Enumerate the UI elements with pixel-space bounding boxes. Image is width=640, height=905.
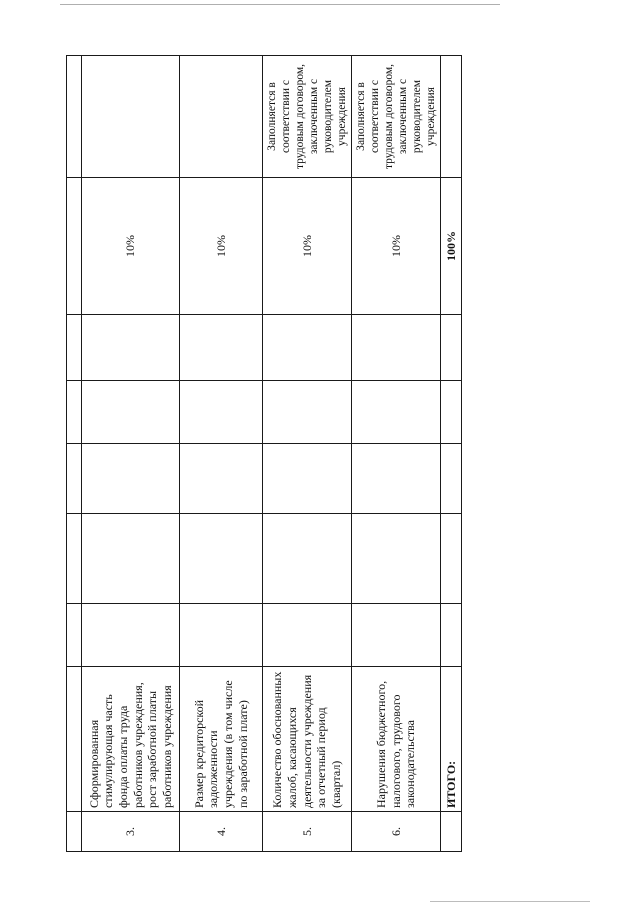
empty-cell xyxy=(263,604,352,667)
empty-cell xyxy=(352,444,441,514)
table-row xyxy=(263,56,352,852)
note-cell: Заполняется в соответствии с трудовым договором, заключенным с руководителем учреждения xyxy=(263,56,352,178)
criterion-cell: Количество обоснованных жалоб, касающихся деятельности учреждения за отчетный период (квартал) xyxy=(263,667,352,812)
note-cell: Заполняется в соответствии с трудовым договором, заключенным с руководителем учреждения xyxy=(352,56,441,178)
empty-cell xyxy=(441,444,462,514)
empty-cell xyxy=(82,444,180,514)
empty-cell xyxy=(352,604,441,667)
empty-cell xyxy=(82,315,180,381)
total-label: ИТОГО: xyxy=(441,667,462,812)
empty-cell xyxy=(263,315,352,381)
rotated-table-container xyxy=(66,56,458,852)
empty-cell xyxy=(441,315,462,381)
table-row xyxy=(352,56,441,852)
criterion-cell: Сформированная стимулирующая часть фонда оплаты труда работников учреждения, рост заработной платы работников учреждения xyxy=(82,667,180,812)
criteria-table xyxy=(66,55,462,852)
weight-cell: 10% xyxy=(352,178,441,315)
table-row xyxy=(82,56,180,852)
empty-cell xyxy=(352,381,441,444)
weight-cell: 10% xyxy=(263,178,352,315)
row-number: 5. xyxy=(263,812,352,852)
weight-cell: 10% xyxy=(180,178,263,315)
weight-cell: 10% xyxy=(82,178,180,315)
header-cell xyxy=(67,667,82,812)
empty-cell xyxy=(352,514,441,604)
scan-edge-line xyxy=(430,901,590,902)
empty-cell xyxy=(180,315,263,381)
empty-cell xyxy=(441,56,462,178)
header-cell xyxy=(67,812,82,852)
empty-cell xyxy=(263,514,352,604)
empty-cell xyxy=(180,514,263,604)
header-cell xyxy=(67,444,82,514)
total-weight: 100% xyxy=(441,178,462,315)
empty-cell xyxy=(82,604,180,667)
table-row xyxy=(180,56,263,852)
note-cell xyxy=(180,56,263,178)
header-cell xyxy=(67,514,82,604)
header-cell xyxy=(67,56,82,178)
empty-cell xyxy=(441,381,462,444)
empty-cell xyxy=(441,812,462,852)
empty-cell xyxy=(180,444,263,514)
header-cell xyxy=(67,381,82,444)
scan-edge-line xyxy=(60,4,500,5)
criterion-cell: Размер кредиторской задолженности учреждения (в том числе по заработной плате) xyxy=(180,667,263,812)
empty-cell xyxy=(441,514,462,604)
header-cell xyxy=(67,178,82,315)
row-number: 4. xyxy=(180,812,263,852)
empty-cell xyxy=(352,315,441,381)
empty-cell xyxy=(82,381,180,444)
table-header-row xyxy=(67,56,82,852)
empty-cell xyxy=(263,444,352,514)
header-cell xyxy=(67,604,82,667)
total-row xyxy=(441,56,462,852)
criterion-cell: Нарушения бюджетного, налогового, трудового законодательства xyxy=(352,667,441,812)
header-cell xyxy=(67,315,82,381)
row-number: 6. xyxy=(352,812,441,852)
row-number: 3. xyxy=(82,812,180,852)
empty-cell xyxy=(441,604,462,667)
note-cell xyxy=(82,56,180,178)
empty-cell xyxy=(263,381,352,444)
empty-cell xyxy=(82,514,180,604)
empty-cell xyxy=(180,381,263,444)
empty-cell xyxy=(180,604,263,667)
